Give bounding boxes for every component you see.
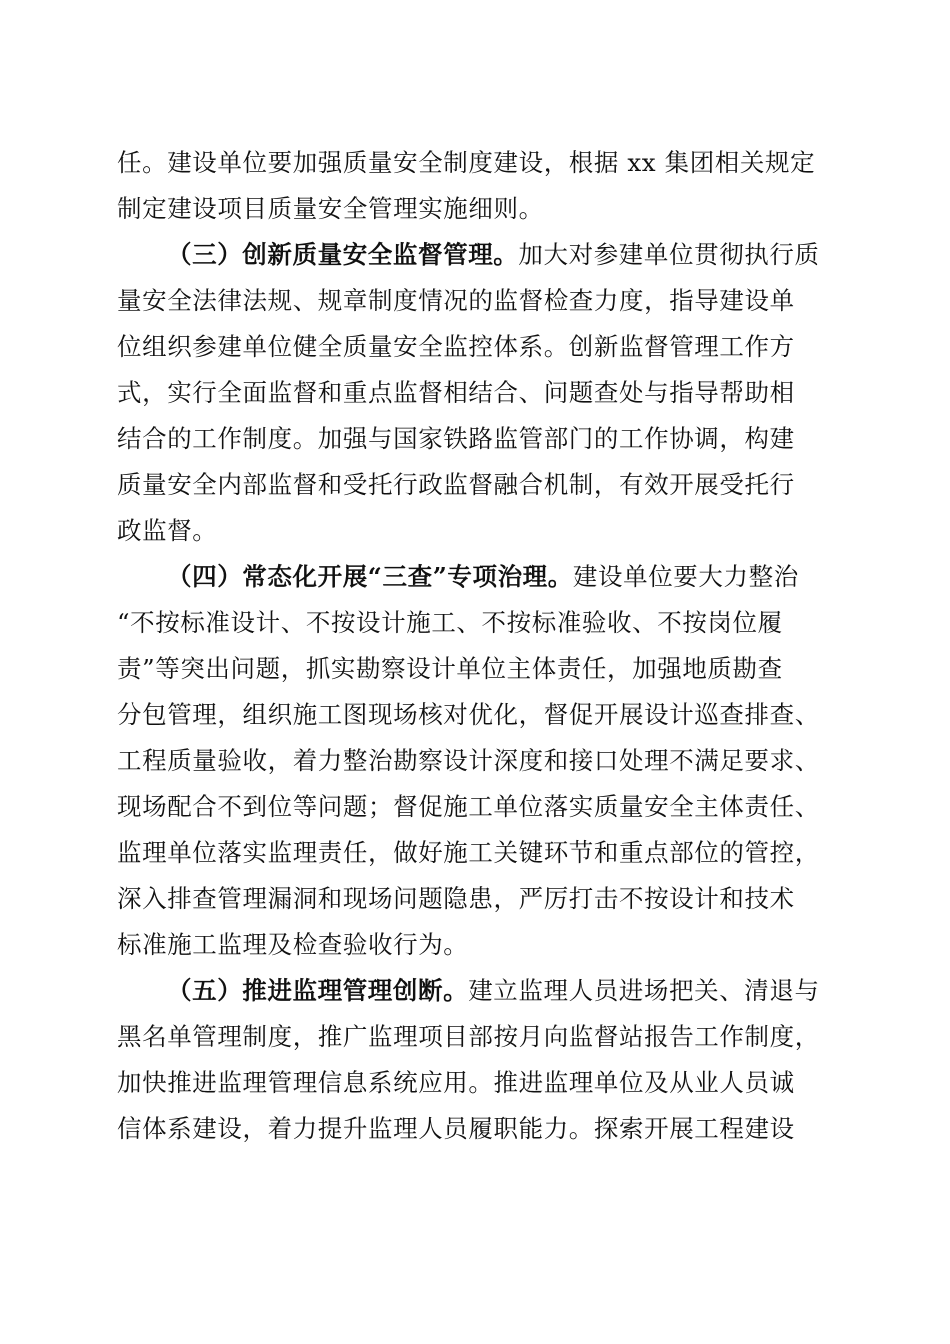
line-text: 位组织参建单位健全质量安全监控体系。创新监督管理工作方	[117, 332, 795, 361]
text-line	[117, 1017, 837, 1057]
line-text: 建设单位要大力整治	[572, 562, 799, 591]
text-line	[117, 695, 837, 735]
text-line	[117, 327, 837, 367]
line-text: “不按标准设计、不按设计施工、不按标准验收、不按岗位履	[117, 608, 783, 637]
line-text: 标准施工监理及检查验收行为。	[117, 930, 469, 959]
line-text: 政监督。	[117, 516, 218, 545]
text-line	[117, 143, 837, 183]
text-line	[117, 1109, 837, 1149]
text-line	[117, 1063, 837, 1103]
line-text: 深入排查管理漏洞和现场问题隐患，严厉打击不按设计和技术	[117, 884, 795, 913]
text-line	[117, 649, 837, 689]
section-heading-line	[117, 235, 887, 275]
line-text: 制定建设项目质量安全管理实施细则。	[117, 194, 544, 223]
text-line	[117, 373, 837, 413]
text-line	[117, 511, 837, 551]
line-text: 监理单位落实监理责任，做好施工关键环节和重点部位的管控，	[117, 838, 820, 867]
text-line	[117, 833, 837, 873]
line-text: 加快推进监理管理信息系统应用。推进监理单位及从业人员诚	[117, 1068, 795, 1097]
line-text: 结合的工作制度。加强与国家铁路监管部门的工作协调，构建	[117, 424, 795, 453]
section-heading-line	[117, 557, 887, 597]
line-text: 加大对参建单位贯彻执行质	[518, 240, 820, 269]
text-line	[117, 741, 837, 781]
text-line	[117, 419, 837, 459]
line-text: 信体系建设，着力提升监理人员履职能力。探索开展工程建设	[117, 1114, 795, 1143]
line-text: 任。建设单位要加强质量安全制度建设，根据 xx 集团相关规定	[117, 148, 816, 177]
line-text: 黑名单管理制度，推广监理项目部按月向监督站报告工作制度，	[117, 1022, 820, 1051]
line-text: 工程质量验收，着力整治勘察设计深度和接口处理不满足要求、	[117, 746, 820, 775]
line-text: 建立监理人员进场把关、清退与	[468, 976, 820, 1005]
section-heading-5: （五）推进监理管理创断。	[167, 976, 469, 1005]
text-line	[117, 879, 837, 919]
section-heading-4: （四）常态化开展“三查”专项治理。	[167, 562, 573, 591]
text-line	[117, 925, 837, 965]
section-heading-line	[117, 971, 887, 1011]
text-line	[117, 281, 837, 321]
line-text: 分包管理，组织施工图现场核对优化，督促开展设计巡查排查、	[117, 700, 820, 729]
line-text: 式，实行全面监督和重点监督相结合、问题查处与指导帮助相	[117, 378, 795, 407]
line-text: 现场配合不到位等问题；督促施工单位落实质量安全主体责任、	[117, 792, 820, 821]
text-line	[117, 465, 837, 505]
text-line	[117, 189, 837, 229]
line-text: 责”等突出问题，抓实勘察设计单位主体责任，加强地质勘查	[117, 654, 783, 683]
line-text: 质量安全内部监督和受托行政监督融合机制，有效开展受托行	[117, 470, 795, 499]
line-text: 量安全法律法规、规章制度情况的监督检查力度，指导建设单	[117, 286, 795, 315]
text-line	[117, 787, 837, 827]
text-line	[117, 603, 837, 643]
section-heading-3: （三）创新质量安全监督管理。	[167, 240, 519, 269]
